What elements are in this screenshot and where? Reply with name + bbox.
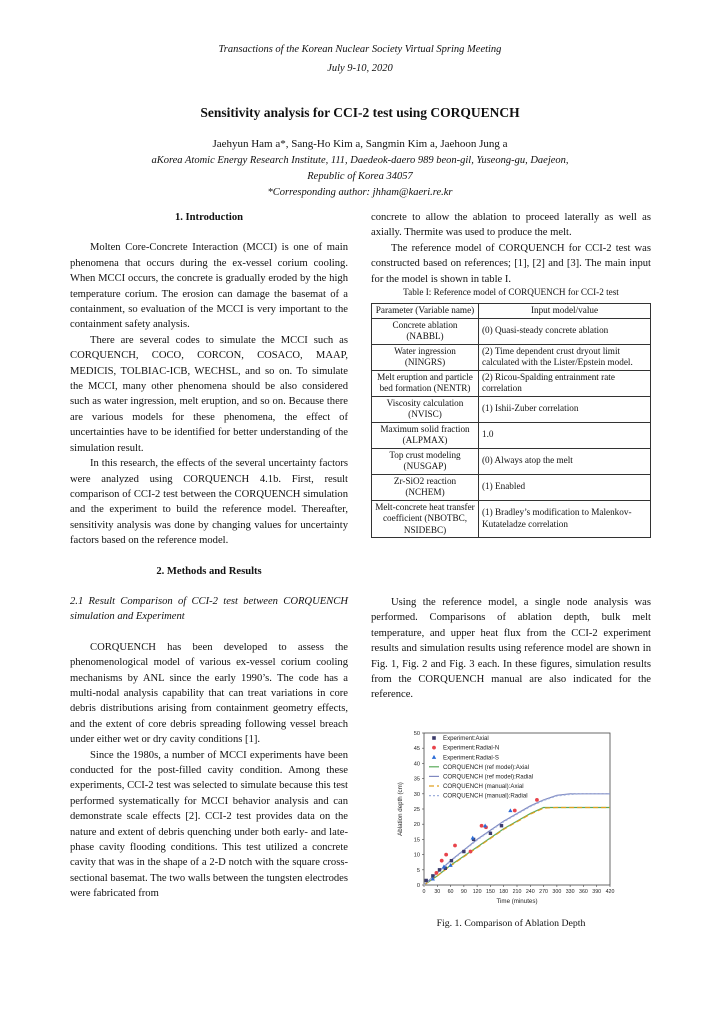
affiliation-line-2: Republic of Korea 34057 xyxy=(307,171,413,182)
y-tick-label: 0 xyxy=(416,883,420,889)
data-point-triangle xyxy=(508,808,512,812)
table-cell: Concrete ablation (NABBL) xyxy=(372,318,479,344)
ablation-depth-chart xyxy=(394,727,622,907)
x-tick-label: 360 xyxy=(579,889,588,895)
table-cell: Maximum solid fraction (ALPMAX) xyxy=(372,422,479,448)
y-tick-label: 20 xyxy=(413,822,420,829)
x-tick-label: 330 xyxy=(565,889,575,895)
paper-authors: Jaehyun Ham a*, Sang-Ho Kim a, Sangmin Kim a, Jaehoon Jung a xyxy=(212,138,508,150)
left-column xyxy=(70,210,348,902)
data-point-square xyxy=(450,859,453,862)
table-row xyxy=(372,344,651,370)
methods-paragraph-1: CORQUENCH has been developed to assess the phenomenological model of various ex-vessel corium cooling mechanisms by ANL since the early 1990’s. The code has a multi-nodal analysis capability that can treat variations in core debris distributions arising from containment geometry effects, and the extent of core debris spreading following vessel breach under either wet or dry cavity conditions [1]. xyxy=(70,641,348,746)
data-point-circle xyxy=(480,824,484,828)
table-header-cell: Parameter (Variable name) xyxy=(372,304,479,319)
x-axis-label: Time (minutes) xyxy=(496,898,538,905)
y-tick-label: 15 xyxy=(413,837,420,844)
x-tick-label: 240 xyxy=(525,889,535,895)
x-tick-label: 270 xyxy=(539,889,548,895)
x-tick-label: 390 xyxy=(592,889,602,895)
table-cell: (0) Always atop the melt xyxy=(479,448,651,474)
y-axis-label: Ablation depth (cm) xyxy=(397,782,404,836)
data-point-circle xyxy=(513,809,517,813)
series-line xyxy=(424,807,610,885)
x-tick-label: 300 xyxy=(552,889,562,895)
affiliation-line-1: aKorea Atomic Energy Research Institute, 111, Daedeok-daero 989 beon-gil, Yuseong-gu, Daejeon, xyxy=(151,155,569,166)
right-paragraph-2: The reference model of CORQUENCH for CCI-2 test was constructed based on references; [1], [2] and [3]. The main input for the model is shown in table I. xyxy=(371,242,651,285)
corresponding-author: *Corresponding author: jhham@kaeri.re.kr xyxy=(267,187,453,198)
intro-paragraph-2: There are several codes to simulate the MCCI such as CORQUENCH, COCO, CORCON, COSACO, MAAP, MEDICIS, TOLBIAC-ICB, WECHSL, and so on. To simulate the MCCI, many other phenomena should be also considered such as water ingression, melt eruption, and so on. Because there are various models for these phenomena, the effect of uncertainties have to be identified for better understanding of the simulation result. xyxy=(70,334,348,454)
x-tick-label: 180 xyxy=(499,889,509,895)
x-tick-label: 210 xyxy=(512,889,522,895)
intro-paragraph-3: In this research, the effects of the several uncertainty factors were analyzed using CORQUENCH 4.1b. First, result comparison of CCI-2 test between the CORQUENCH simulation and the experiment to build the reference model. Thereafter, sensitivity analysis was done by changing values for uncertainty factors based on the reference model. xyxy=(70,458,348,547)
data-point-circle xyxy=(535,798,539,802)
data-point-circle xyxy=(444,853,448,857)
table-cell: (1) Bradley’s modification to Malenkov-Kutateladze correlation xyxy=(479,500,651,538)
legend-label: CORQUENCH (manual):Axial xyxy=(443,783,524,791)
table-row xyxy=(372,370,651,396)
x-tick-label: 60 xyxy=(447,889,454,895)
y-tick-label: 40 xyxy=(413,761,420,768)
right-paragraph-3: Using the reference model, a single node analysis was performed. Comparisons of ablation depth, bulk melt temperature, and upper heat flux from the CCI-2 experiment results and simulation results using reference model are shown in Fig. 1, Fig. 2 and Fig. 3 each. In these figures, simulation results from the CORQUENCH manual are also indicated for the reference. xyxy=(371,597,651,701)
y-tick-label: 35 xyxy=(413,776,420,783)
table-cell: Melt-concrete heat transfer coefficient (NBOTBC, NSIDEBC) xyxy=(372,500,479,538)
data-point-square xyxy=(438,868,441,871)
legend-label: CORQUENCH (ref model):Radial xyxy=(443,773,534,781)
y-tick-label: 50 xyxy=(413,731,420,737)
x-tick-label: 90 xyxy=(460,889,467,895)
data-point-triangle xyxy=(471,836,475,840)
conference-date: July 9-10, 2020 xyxy=(327,63,393,74)
table-cell: Viscosity calculation (NVISC) xyxy=(372,396,479,422)
data-point-square xyxy=(425,879,428,882)
data-point-circle xyxy=(453,844,457,848)
legend-label: Experiment:Radial-N xyxy=(443,744,500,752)
legend-label: CORQUENCH (ref model):Axial xyxy=(443,763,530,771)
legend-marker xyxy=(432,746,436,750)
legend-label: Experiment:Radial-S xyxy=(443,754,499,762)
legend-label: Experiment:Axial xyxy=(443,735,489,743)
x-tick-label: 30 xyxy=(434,889,441,895)
y-tick-label: 10 xyxy=(413,852,420,859)
y-tick-label: 5 xyxy=(416,867,420,874)
table-cell: (0) Quasi-steady concrete ablation xyxy=(479,318,651,344)
table-cell: Melt eruption and particle bed formation (NENTR) xyxy=(372,370,479,396)
figure-caption: Fig. 1. Comparison of Ablation Depth xyxy=(436,918,586,929)
table-row xyxy=(372,448,651,474)
x-tick-label: 120 xyxy=(472,889,482,895)
methods-heading: 2. Methods and Results xyxy=(156,565,262,577)
table-row xyxy=(372,396,651,422)
right-column-bottom xyxy=(371,595,651,703)
table-row xyxy=(372,318,651,344)
right-column-top xyxy=(371,210,651,287)
legend-marker xyxy=(432,755,436,759)
data-point-square xyxy=(489,832,492,835)
data-point-triangle xyxy=(483,824,487,828)
paper-title: Sensitivity analysis for CCI-2 test using CORQUENCH xyxy=(200,105,520,120)
table-caption: Table I: Reference model of CORQUENCH for CCI-2 test xyxy=(403,287,619,297)
y-tick-label: 45 xyxy=(413,746,420,753)
x-tick-label: 420 xyxy=(605,889,615,895)
table-cell: Water ingression (NINGRS) xyxy=(372,344,479,370)
table-cell: (1) Ishii-Zuber correlation xyxy=(479,396,651,422)
y-tick-label: 30 xyxy=(413,791,420,798)
table-cell: 1.0 xyxy=(479,422,651,448)
x-tick-label: 0 xyxy=(422,889,426,895)
legend-marker xyxy=(432,736,436,740)
intro-heading: 1. Introduction xyxy=(174,212,244,223)
data-point-square xyxy=(462,850,465,853)
table-row xyxy=(372,500,651,538)
legend-label: CORQUENCH (manual):Radial xyxy=(443,792,528,800)
table-cell: Top crust modeling (NUSGAP) xyxy=(372,448,479,474)
table-header-cell: Input model/value xyxy=(479,304,651,319)
conference-header: Transactions of the Korean Nuclear Society Virtual Spring Meeting xyxy=(218,44,502,55)
table-cell: (1) Enabled xyxy=(479,474,651,500)
data-point-circle xyxy=(435,871,439,875)
x-tick-label: 150 xyxy=(486,889,495,895)
right-paragraph-1: concrete to allow the ablation to proceed laterally as well as axially. Thermite was used to produce the melt. xyxy=(371,212,651,239)
y-tick-label: 25 xyxy=(413,807,420,813)
intro-paragraph-1: Molten Core-Concrete Interaction (MCCI) is one of main phenomena that occurs during the ex-vessel corium cooling. When MCCI occurs, the concrete is gradually eroded by the high temperature corium. The erosion can damage the basemat of a containment, so evaluation of the MCCI is very important to the containment safety analysis. xyxy=(70,242,348,331)
subsection-2-1-heading: 2.1 Result Comparison of CCI-2 test between CORQUENCH simulation and Experiment xyxy=(70,595,348,623)
methods-paragraph-2: Since the 1980s, a number of MCCI experiments have been conducted for the post-filled cavity condition. Among these experiments, CCI-2 test was selected to simulate because this test performed systematically for MCCI behavior analysis and can demonstrate scale effects [2]. CCI-2 test provides data on the nature and extent of debris quenching under both early- and late-phase cavity flooding conditions. This test utilized a concrete cavity that was in the shape of a 2-D notch with the square cross-sectional basemat. The two walls between the tungsten electrodes were fabricated from xyxy=(70,749,348,900)
table-cell: Zr-SiO2 reaction (NCHEM) xyxy=(372,474,479,500)
data-point-square xyxy=(500,824,503,827)
table-cell: (2) Time dependent crust dryout limit calculated with the Lister/Epstein model. xyxy=(479,344,651,370)
data-point-circle xyxy=(440,859,444,863)
series-line xyxy=(424,807,610,885)
table-header-row xyxy=(372,304,651,319)
data-point-circle xyxy=(469,850,473,854)
table-cell: (2) Ricou-Spalding entrainment rate correlation xyxy=(479,370,651,396)
table-row xyxy=(372,422,651,448)
reference-model-table xyxy=(371,303,651,538)
table-row xyxy=(372,474,651,500)
